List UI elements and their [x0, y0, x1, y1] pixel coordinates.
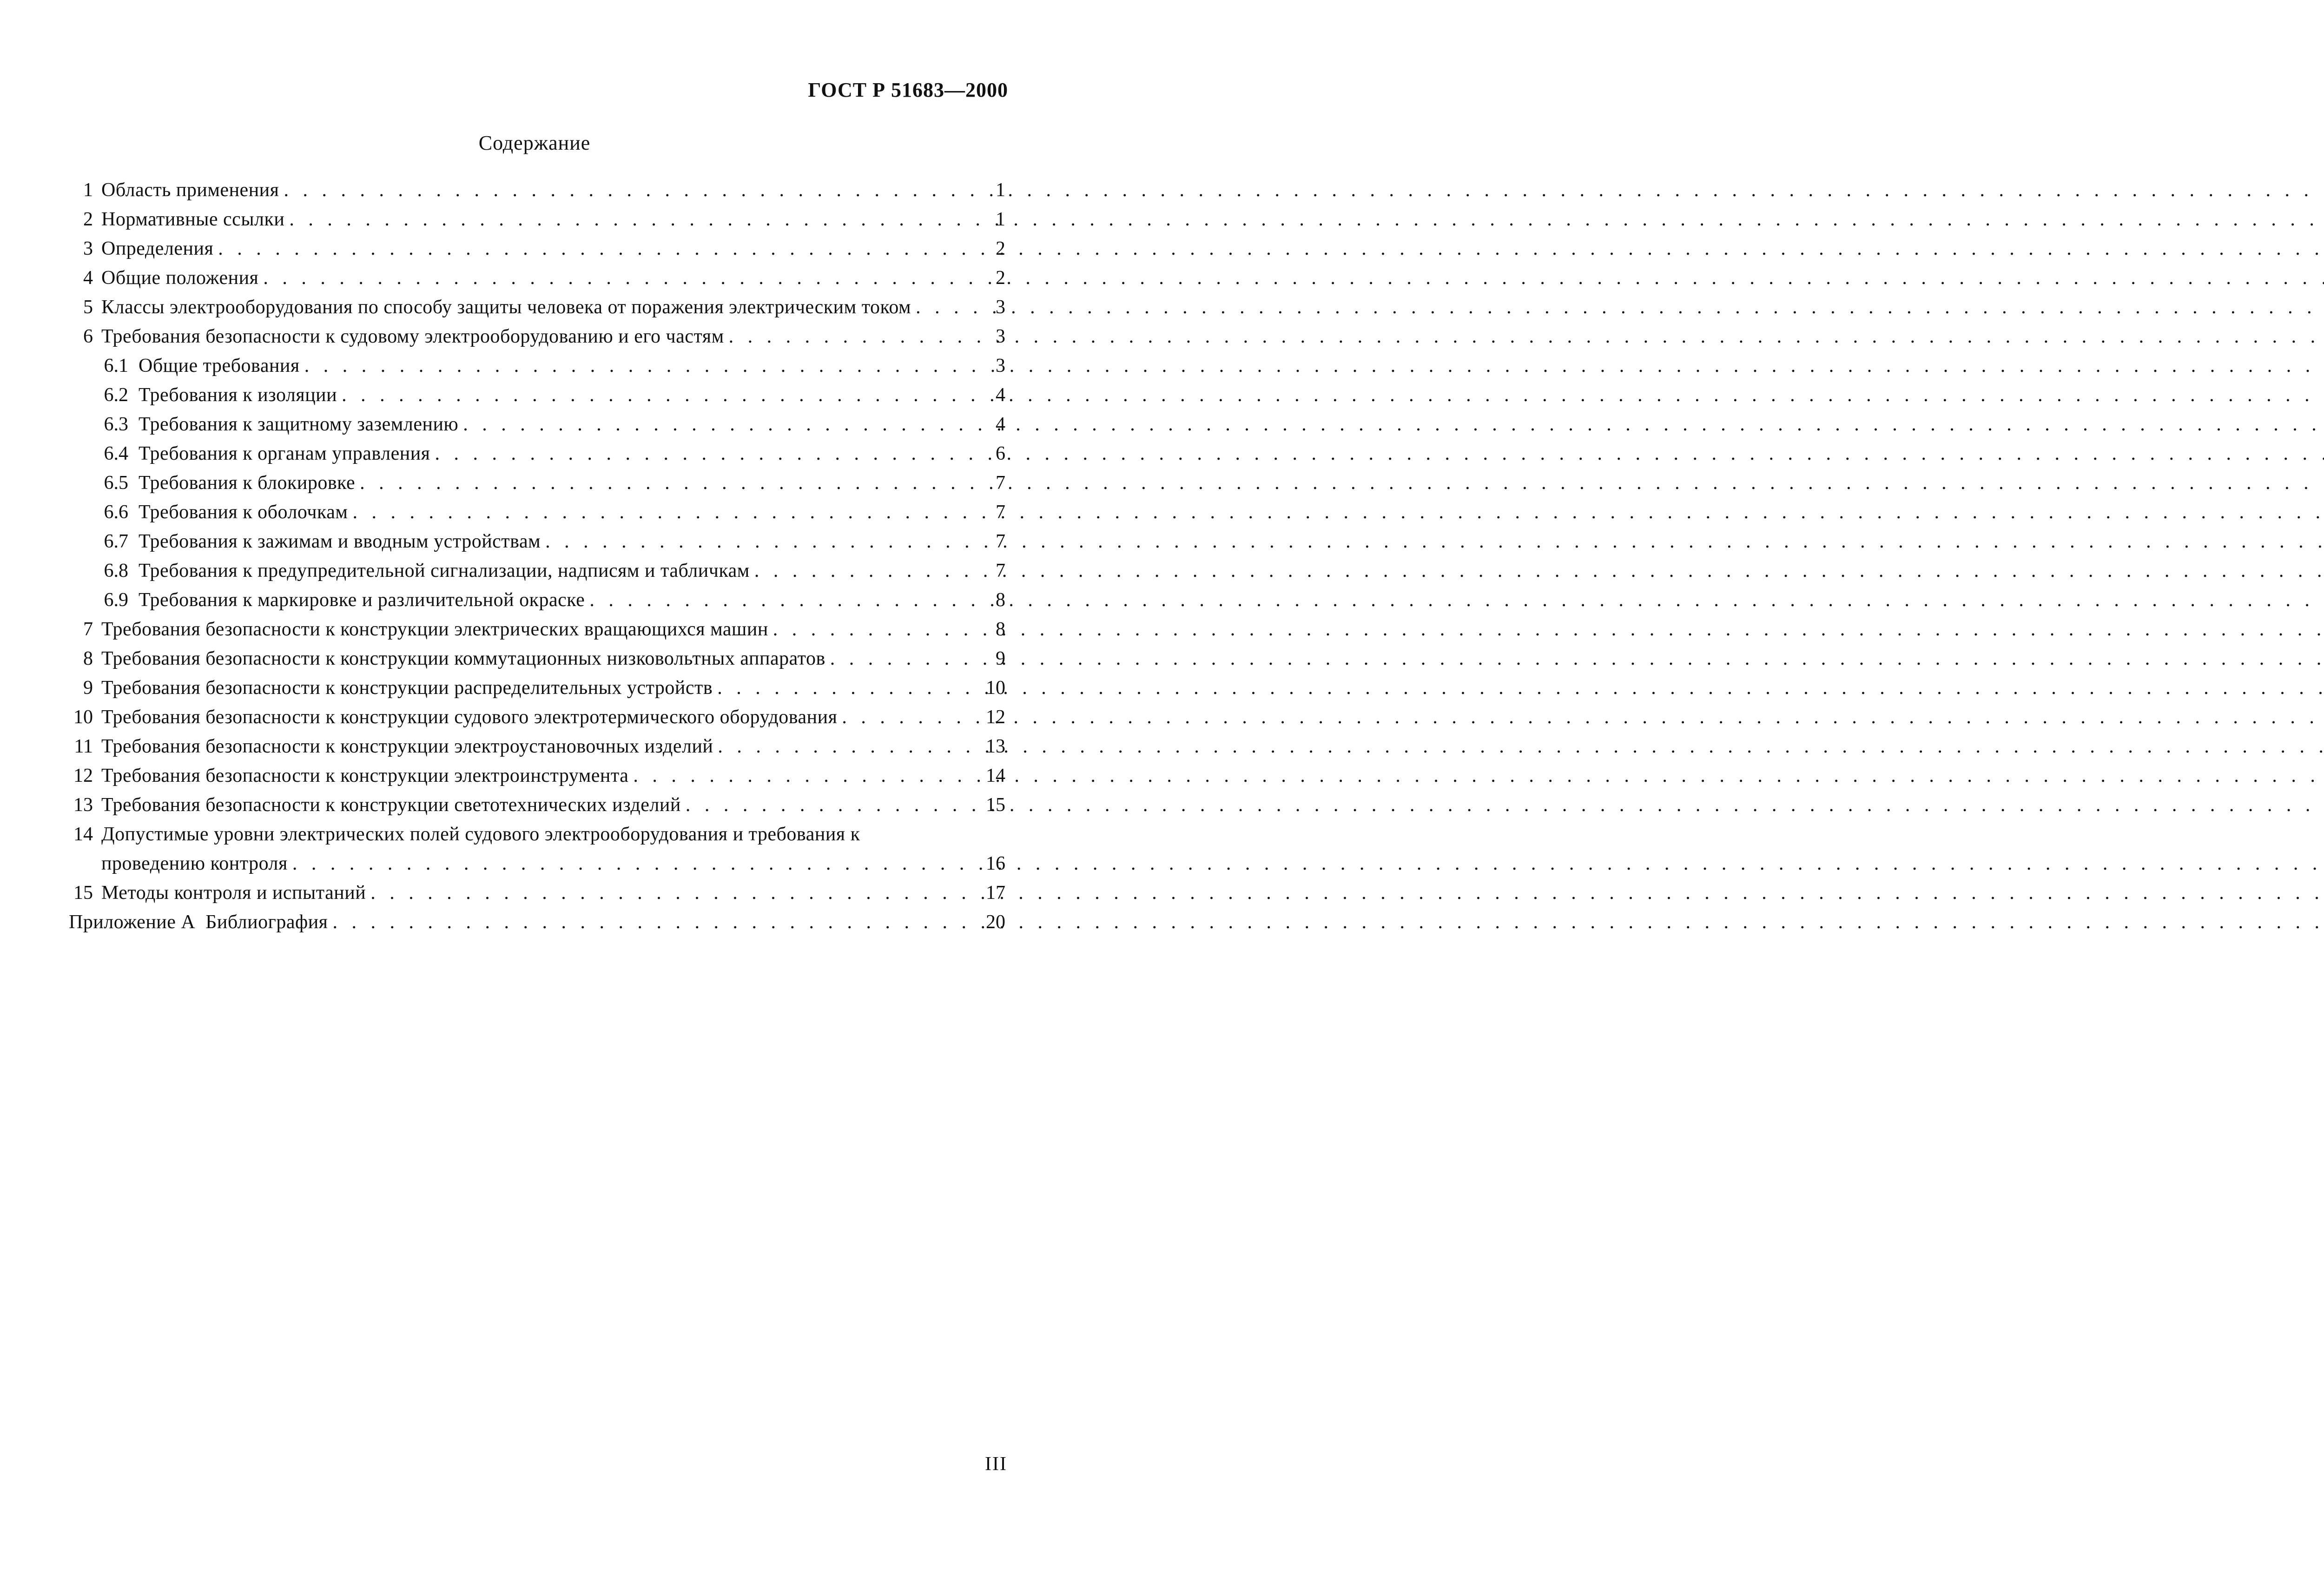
toc-leader-dots	[284, 176, 980, 205]
toc-entry[interactable]	[69, 732, 1005, 761]
toc-entry[interactable]	[69, 644, 1005, 673]
toc-entry-number: 2	[83, 209, 93, 230]
toc-entry-title: Требования к оболочкам	[139, 502, 348, 523]
toc-leader-dots	[589, 586, 980, 615]
toc-entry-page: 15	[986, 794, 1005, 816]
toc-entry-page: 10	[986, 677, 1005, 699]
toc-subentry[interactable]	[69, 556, 1005, 586]
toc-entry-page: 4	[996, 384, 1005, 406]
toc-entry-page: 4	[996, 414, 1005, 435]
toc-leader-dots	[545, 527, 980, 556]
toc-leader-dots	[218, 234, 980, 264]
toc-leader-dots	[292, 849, 980, 878]
toc-entry-page: 2	[996, 238, 1005, 259]
toc-subentry[interactable]	[69, 527, 1005, 556]
toc-entry-page: 8	[996, 589, 1005, 611]
toc-entry-title-continuation: проведению контроля	[101, 853, 288, 874]
toc-leader-dots	[289, 205, 980, 234]
toc-entry-title: Приложение А Библиография	[69, 911, 328, 933]
toc-leader-dots	[352, 498, 980, 527]
toc-entry-page: 7	[996, 472, 1005, 494]
toc-entry-title: Требования безопасности к конструкции электроустановочных изделий	[101, 736, 713, 757]
toc-entry-page: 3	[996, 326, 1005, 347]
toc-leader-dots	[463, 410, 980, 439]
toc-entry-title: Требования к изоляции	[139, 384, 337, 406]
toc-entry-number: 9	[83, 677, 93, 699]
toc-entry[interactable]	[69, 322, 1005, 351]
toc-entry[interactable]	[69, 761, 1005, 791]
toc-entry-title: Требования к маркировке и различительной окраске	[139, 589, 585, 611]
toc-entry-number: 11	[74, 736, 93, 757]
toc-entry-number: 4	[83, 267, 93, 289]
toc-entry-number: 13	[73, 794, 93, 816]
toc-entry-number: 5	[83, 297, 93, 318]
toc-entry-page: 2	[996, 267, 1005, 289]
toc-subentry[interactable]	[69, 351, 1005, 381]
toc-entry-number: 6.9	[104, 589, 128, 611]
toc-entry-number: 12	[73, 765, 93, 786]
toc-entry-title: Требования безопасности к конструкции электроинструмента	[101, 765, 629, 786]
toc-entry-number: 6.2	[104, 384, 128, 406]
toc-entry-title: Допустимые уровни электрических полей судового электрооборудования и требования к	[101, 824, 860, 845]
toc-entry-title: Область применения	[101, 179, 279, 201]
toc-entry-number: 14	[73, 824, 93, 845]
toc-subentry[interactable]	[69, 498, 1005, 527]
toc-subentry[interactable]	[69, 410, 1005, 439]
toc-entry-title: Требования к блокировке	[139, 472, 356, 494]
toc-entry[interactable]	[69, 791, 1005, 820]
toc-subentry[interactable]	[69, 439, 1005, 469]
toc-appendix-entry[interactable]	[69, 908, 1005, 937]
toc-entry-page: 3	[996, 297, 1005, 318]
toc-entry-number: 15	[73, 882, 93, 904]
toc-subentry[interactable]	[69, 586, 1005, 615]
toc-entry-page: 12	[986, 706, 1005, 728]
toc-entry-title: Требования к предупредительной сигнализации, надписям и табличкам	[139, 560, 750, 581]
toc-entry-number: 6.3	[104, 414, 128, 435]
toc-entry-title: Требования к зажимам и вводным устройствам	[139, 531, 541, 552]
page-number: III	[985, 1453, 1007, 1475]
toc-entry-page: 17	[986, 882, 1005, 904]
toc-entry-title: Требования безопасности к конструкции распределительных устройств	[101, 677, 713, 699]
toc-subentry[interactable]	[69, 469, 1005, 498]
toc-entry-page: 7	[996, 531, 1005, 552]
toc-entry[interactable]	[69, 234, 1005, 264]
toc-entry-number: 8	[83, 648, 93, 669]
toc-leader-dots	[842, 703, 980, 732]
toc-entry[interactable]	[69, 293, 1005, 322]
toc-entry-number: 7	[83, 619, 93, 640]
toc-subentry[interactable]	[69, 381, 1005, 410]
toc-leader-dots	[754, 556, 980, 586]
toc-leader-dots	[718, 732, 980, 761]
toc-leader-dots	[370, 878, 980, 908]
toc-entry[interactable]	[69, 205, 1005, 234]
toc-entry-title: Методы контроля и испытаний	[101, 882, 366, 904]
toc-entry[interactable]	[69, 703, 1005, 732]
toc-entry-page: 3	[996, 355, 1005, 376]
toc-leader-dots	[830, 644, 980, 673]
toc-entry-number: 3	[83, 238, 93, 259]
toc-entry-number: 6.5	[104, 472, 128, 494]
toc-leader-dots	[686, 791, 980, 820]
toc-entry-number: 6.6	[104, 502, 128, 523]
toc-leader-dots	[304, 351, 980, 381]
toc-leader-dots	[342, 381, 980, 410]
toc-entry-number: 6.1	[104, 355, 128, 376]
toc-entry[interactable]	[69, 878, 1005, 908]
toc-entry-title: Требования безопасности к конструкции электрических вращающихся машин	[101, 619, 768, 640]
toc-entry-title: Требования к органам управления	[139, 443, 430, 464]
toc-entry-title: Классы электрооборудования по способу защиты человека от поражения электрическим током	[101, 297, 911, 318]
toc-entry[interactable]	[69, 820, 1005, 849]
toc-entry-title: Общие требования	[139, 355, 300, 376]
toc-leader-dots	[332, 908, 980, 937]
toc-entry-title: Общие положения	[101, 267, 259, 289]
toc-entry-page: 14	[986, 765, 1005, 786]
table-of-contents	[69, 176, 1005, 937]
toc-entry-title: Требования к защитному заземлению	[139, 414, 459, 435]
toc-entry-number: 6.7	[104, 531, 128, 552]
toc-entry-title: Определения	[101, 238, 214, 259]
toc-entry-number: 10	[73, 706, 93, 728]
toc-entry-page: 20	[986, 911, 1005, 933]
toc-entry-page: 1	[996, 179, 1005, 201]
toc-entry-title: Требования безопасности к судовому электрооборудованию и его частям	[101, 326, 724, 347]
toc-leader-dots	[717, 673, 980, 703]
toc-leader-dots	[360, 469, 980, 498]
toc-entry-number: 1	[83, 179, 93, 201]
document-code: ГОСТ Р 51683—2000	[808, 79, 1008, 101]
toc-entry-page: 8	[996, 619, 1005, 640]
toc-entry[interactable]	[69, 264, 1005, 293]
toc-title: Содержание	[478, 132, 591, 154]
toc-entry-page: 6	[996, 443, 1005, 464]
toc-entry[interactable]	[69, 176, 1005, 205]
toc-entry-title: Требования безопасности к конструкции коммутационных низковольтных аппаратов	[101, 648, 825, 669]
toc-leader-dots	[773, 615, 980, 644]
toc-leader-dots	[916, 293, 980, 322]
toc-entry[interactable]	[69, 673, 1005, 703]
toc-entry-page: 16	[986, 853, 1005, 874]
toc-leader-dots	[435, 439, 981, 469]
toc-entry-number: 6.4	[104, 443, 128, 464]
toc-entry-title: Нормативные ссылки	[101, 209, 285, 230]
toc-leader-dots	[633, 761, 980, 791]
toc-entry-number: 6.8	[104, 560, 128, 581]
toc-entry-page: 9	[996, 648, 1005, 669]
toc-entry-continuation[interactable]	[69, 849, 1005, 878]
toc-leader-dots	[263, 264, 980, 293]
toc-entry[interactable]	[69, 615, 1005, 644]
toc-entry-page: 7	[996, 502, 1005, 523]
toc-entry-page: 7	[996, 560, 1005, 581]
toc-entry-title: Требования безопасности к конструкции судового электротермического оборудования	[101, 706, 838, 728]
toc-entry-page: 13	[986, 736, 1005, 757]
toc-entry-number: 6	[83, 326, 93, 347]
toc-entry-page: 1	[996, 209, 1005, 230]
toc-leader-dots	[729, 322, 980, 351]
toc-entry-title: Требования безопасности к конструкции светотехнических изделий	[101, 794, 681, 816]
